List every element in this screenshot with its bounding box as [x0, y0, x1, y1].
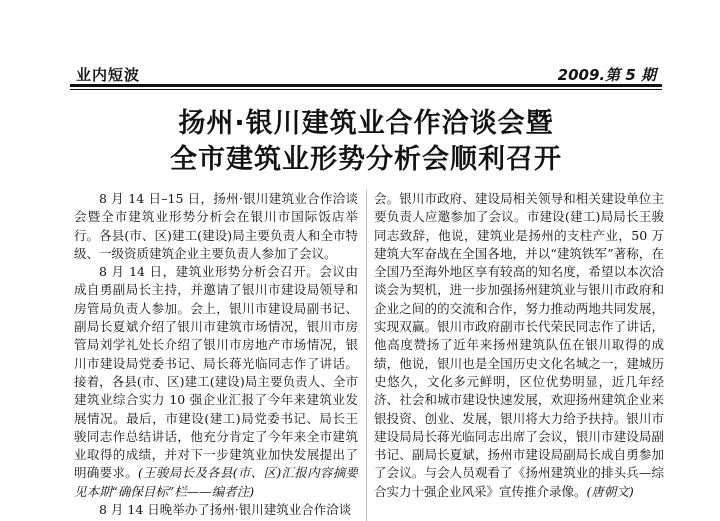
page-header: [70, 62, 662, 84]
column-divider: [366, 190, 367, 521]
article-column-left: [74, 190, 358, 521]
paragraph-3-continued: [374, 190, 664, 501]
editor-note: (王骏局长及各县(市、区)汇报内容摘要见本期“确保目标”栏——编者注): [74, 465, 358, 499]
paragraph-3-continued-text: 会。银川市政府、建设局相关领导和相关建设单位主要负责人应邀参加了会议。市建设(建工)局局长王骏同志致辞，他说，建筑业是扬州的支柱产业，50 万建筑大军奋战在全国各地，并以“建筑铁军”著称，在全国乃至海外地区享有较高的知名度，希望以本次洽谈会为契机，进一步加强扬州建筑业与银川市政府和企业之间的的交流和合作，努力推动两地共同发展，实现双赢。银川市政府副市长代荣民同志作了讲话，他高度赞扬了近年来扬州建筑队伍在银川取得的成绩，他说，银川也是全国历史文化名城之一，建城历史悠久，文化多元鲜明，区位优势明显，近几年经济、社会和城市建设快速发展，欢迎扬州建筑企业来银投资、创业、发展，银川将大力给予扶持。银川市建设局局长蒋光临同志出席了会议，银川市建设局副书记、副局长夏斌，扬州市建设局副局长成自勇参加了会议。与会人员观看了《扬州建筑业的排头兵—综合实力十强企业风采》宣传推介录像。: [374, 191, 664, 499]
article-title-line-2: 全市建筑业形势分析会顺利召开: [170, 144, 562, 175]
paragraph-3: 8 月 14 日晚举办了扬州·银川建筑业合作洽谈: [99, 502, 352, 518]
paragraph-1: 8 月 14 日–15 日，扬州·银川建筑业合作洽谈会暨全市建筑业形势分析会在银川市国际饭店举行。各县(市、区)建工(建设)局主要负责人和全市特级、一级资质建筑企业主要负责人参加了会议。: [74, 191, 358, 261]
issue-number: 2009.第 5 期: [557, 66, 656, 84]
section-name: 业内短波: [76, 66, 141, 84]
paragraph-2-text: 8 月 14 日，建筑业形势分析会召开。会议由成自勇副局长主持，并邀请了银川市建设局领导和房管局负责人参加。会上，银川市建设局副书记、副局长夏斌介绍了银川市建筑市场情况，银川市房管局刘学礼处长介绍了银川市房地产市场情况，银川市建设局党委书记、局长蒋光临同志作了讲话。接着，各县(市、区)建工(建设)局主要负责人、全市建筑业综合实力 10 强企业汇报了今年来建筑业发展情况。最后，市建设(建工)局党委书记、局长王骏同志作总结讲话，他充分肯定了今年来全市建筑业取得的成绩，并对下一步建筑业加快发展提出了明确要求。: [74, 264, 358, 481]
article-title: [70, 106, 662, 178]
header-rule-thick: [70, 84, 662, 87]
header-rule-thin: [70, 89, 662, 90]
author-byline: (唐朝文): [586, 483, 634, 499]
article-title-line-1: 扬州·银川建筑业合作洽谈会暨: [178, 108, 554, 139]
paragraph-2: [74, 263, 358, 501]
article-column-right: [374, 190, 664, 521]
